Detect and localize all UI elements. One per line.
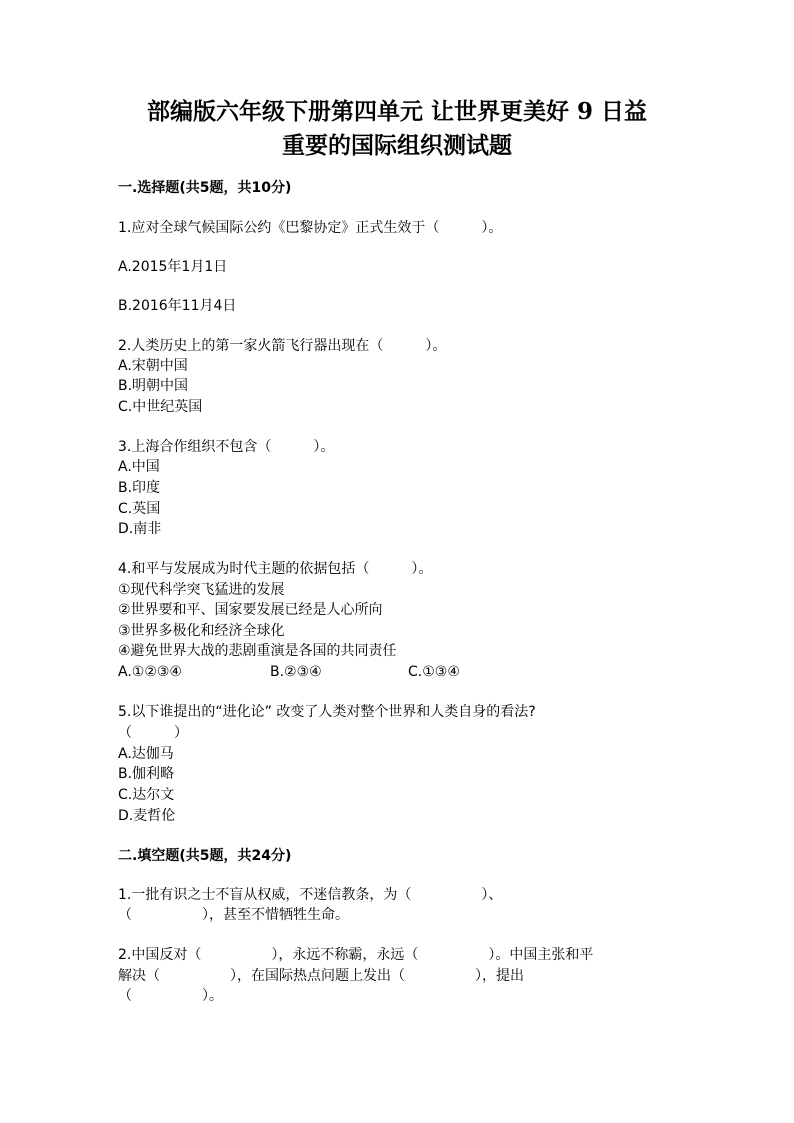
question-4-statement-3: ③世界多极化和经济全球化: [118, 623, 285, 639]
question-1-option-a: A.2015年1月1日: [118, 259, 228, 275]
question-4-option-c: C.①③④: [408, 664, 460, 680]
question-3-option-b: B.印度: [118, 480, 161, 496]
document-title-line-2: 重要的国际组织测试题: [282, 132, 512, 159]
question-3-option-d: D.南非: [118, 521, 162, 537]
question-3-option-a: A.中国: [118, 459, 160, 475]
fill-question-2-line-2: 解决（ ），在国际热点问题上发出（ ），提出: [118, 968, 524, 984]
question-3-option-c: C.英国: [118, 501, 161, 517]
question-4-option-a: A.①②③④: [118, 664, 182, 680]
fill-question-2-line-1: 2.中国反对（ ），永远不称霸，永远（ ）。中国主张和平: [118, 947, 594, 963]
fill-question-1-line-2: （ ），甚至不惜牺牲生命。: [118, 907, 349, 923]
question-2-option-a: A.宋朝中国: [118, 358, 188, 374]
fill-question-1-line-1: 1.一批有识之士不盲从权威，不迷信教条，为（ ）、: [118, 887, 503, 903]
question-2-option-b: B.明朝中国: [118, 378, 189, 394]
question-4-statement-1: ①现代科学突飞猛进的发展: [118, 582, 285, 598]
question-5-option-b: B.伽利略: [118, 766, 175, 782]
question-3-stem: 3.上海合作组织不包含（ ）。: [118, 439, 335, 455]
question-4-option-b: B.②③④: [270, 664, 322, 680]
question-1-option-b: B.2016年11月4日: [118, 298, 237, 314]
question-5-option-d: D.麦哲伦: [118, 808, 176, 824]
question-5-answer-blank: （ ）: [118, 725, 188, 741]
fill-question-2-line-3: （ ）。: [118, 988, 223, 1004]
question-4-statement-4: ④避免世界大战的悲剧重演是各国的共同责任: [118, 643, 397, 659]
question-2-option-c: C.中世纪英国: [118, 399, 203, 415]
question-5-stem: 5.以下谁提出的“进化论” 改变了人类对整个世界和人类自身的看法?: [118, 704, 536, 720]
question-5-option-a: A.达伽马: [118, 746, 174, 762]
question-5-option-c: C.达尔文: [118, 787, 175, 803]
question-4-stem: 4.和平与发展成为时代主题的依据包括（ ）。: [118, 561, 433, 577]
question-4-statement-2: ②世界要和平、国家要发展已经是人心所向: [118, 602, 383, 618]
section-heading-multiple-choice: 一.选择题(共5题，共10分): [118, 180, 292, 196]
question-2-stem: 2.人类历史上的第一家火箭飞行器出现在（ ）。: [118, 338, 447, 354]
question-1-stem: 1.应对全球气候国际公约《巴黎协定》正式生效于（ ）。: [118, 220, 503, 236]
document-title-line-1: 部编版六年级下册第四单元 让世界更美好 9 日益: [146, 98, 648, 125]
section-heading-fill-in-blank: 二.填空题(共5题，共24分): [118, 848, 292, 864]
